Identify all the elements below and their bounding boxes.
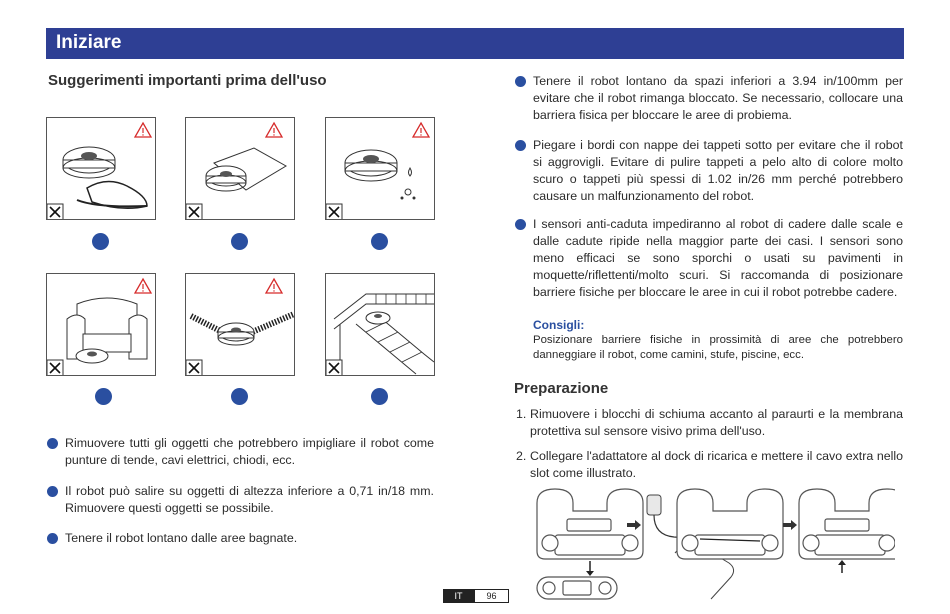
panel-bullet bbox=[231, 233, 248, 250]
preparation-heading: Preparazione bbox=[514, 380, 609, 397]
cross-icon bbox=[47, 204, 63, 220]
step-item bbox=[516, 406, 903, 440]
dock-illustration bbox=[525, 483, 895, 601]
cross-icon bbox=[186, 204, 202, 220]
list-item: Tenere il robot lontano da spazi inferiori a 3.94 in/100mm per evitare che il robot rimanga bloccato. Se necessario, collocare una barriera fisica per bloccare le aree di probiema. bbox=[533, 73, 903, 124]
list-item: Il robot può salire su oggetti di altezza inferiore a 0,71 in/18 mm. Rimuovere questi oggetti se possibile. bbox=[65, 483, 434, 517]
warning-icon bbox=[266, 279, 282, 293]
list-item: Tenere il robot lontano dalle aree bagnate. bbox=[65, 530, 434, 547]
list-item: Piegare i bordi con nappe dei tappeti sotto per evitare che il robot si aggrovigli. Evitare di pulire tappeti a pelo alto di colore molto scuro o tappeti più spessi di 1.02 in/26 mm perché potrebbero causare un malfunzionamento del robot. bbox=[533, 137, 903, 205]
panel-bullet bbox=[371, 388, 388, 405]
panel-stairs bbox=[325, 273, 435, 376]
section-title: Iniziare bbox=[56, 32, 122, 53]
tips-heading: Suggerimenti importanti prima dell'uso bbox=[48, 72, 327, 89]
bullet-icon bbox=[47, 533, 58, 544]
list-item: Rimuovere tutti gli oggetti che potrebbero impigliare il robot come punture di tende, cavi elettrici, chiodi, ecc. bbox=[65, 435, 434, 469]
cross-icon bbox=[326, 360, 342, 376]
warning-icon bbox=[413, 123, 429, 137]
bullet-icon bbox=[47, 438, 58, 449]
step-text: Collegare l'adattatore al dock di ricarica e mettere il cavo extra nello slot come illustrato. bbox=[530, 449, 903, 480]
tips-label: Consigli: bbox=[533, 318, 585, 332]
panel-bullet bbox=[95, 388, 112, 405]
page-number: 96 bbox=[474, 589, 509, 603]
step-item bbox=[516, 448, 903, 482]
warning-icon bbox=[135, 123, 151, 137]
step-text: Rimuovere i blocchi di schiuma accanto al paraurti e la membrana protettiva sul sensore visivo prima dell'uso. bbox=[530, 407, 903, 438]
cross-icon bbox=[326, 204, 342, 220]
panel-bullet bbox=[92, 233, 109, 250]
cross-icon bbox=[47, 360, 63, 376]
warning-icon bbox=[266, 123, 282, 137]
bullet-icon bbox=[515, 76, 526, 87]
list-item: I sensori anti-caduta impediranno al robot di cadere dalle scale e dalle cadute ripide nella maggior parte dei casi. I sensori sono meno efficaci se sono sporchi o usati su pavimenti in moquette/riflettenti/molto scuri. Si raccomanda di posizionare barriere fisiche per bloccare le aree in cui il robot potrebbe cadere. bbox=[533, 216, 903, 301]
panel-tassels bbox=[185, 273, 295, 376]
language-label: IT bbox=[443, 589, 474, 603]
panel-carpet bbox=[185, 117, 295, 220]
panel-cables bbox=[46, 117, 156, 220]
panel-bullet bbox=[371, 233, 388, 250]
panel-bullet bbox=[231, 388, 248, 405]
bullet-icon bbox=[47, 486, 58, 497]
bullet-icon bbox=[515, 140, 526, 151]
bullet-icon bbox=[515, 219, 526, 230]
step-number: 2. bbox=[516, 449, 527, 463]
cross-icon bbox=[186, 360, 202, 376]
warning-icon bbox=[135, 279, 151, 293]
panel-armchair bbox=[46, 273, 156, 376]
panel-liquid bbox=[325, 117, 435, 220]
tips-text: Posizionare barriere fisiche in prossimità di aree che potrebbero danneggiare il robot, come camini, stufe, piscine, ecc. bbox=[533, 334, 903, 361]
section-banner bbox=[46, 28, 904, 59]
step-number: 1. bbox=[516, 407, 527, 421]
